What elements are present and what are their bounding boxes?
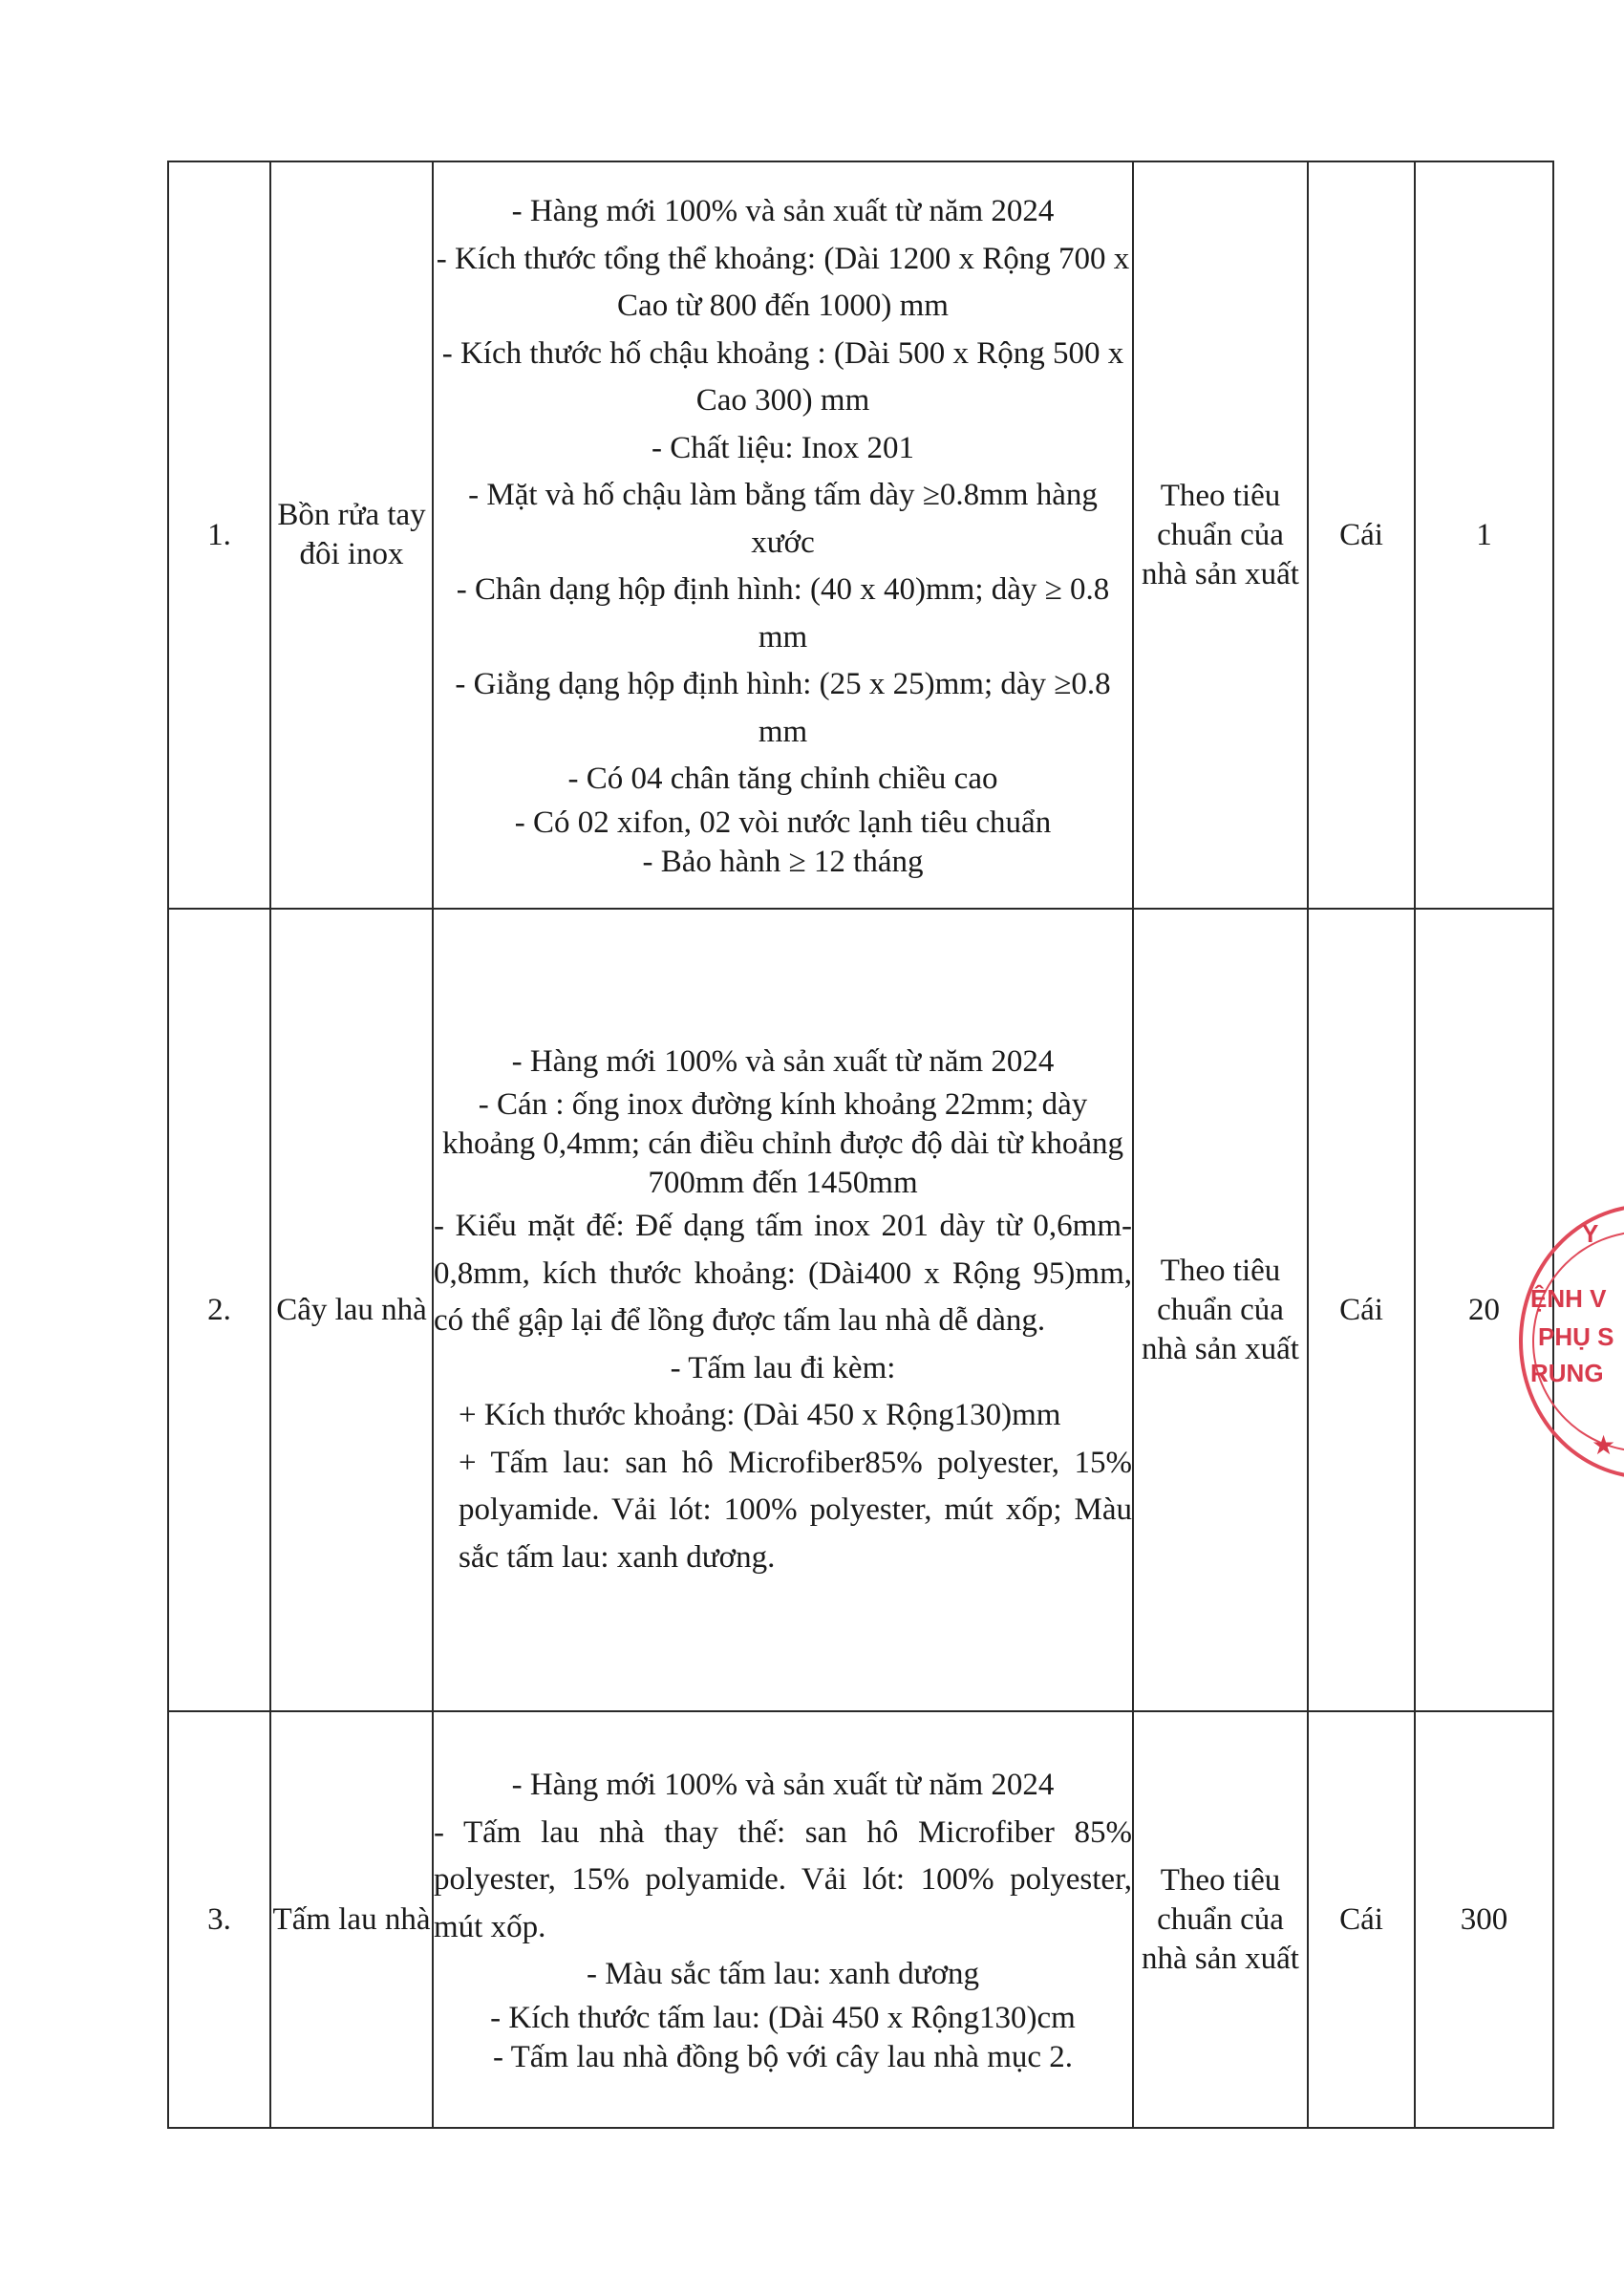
spec-line: - Giằng dạng hộp định hình: (25 x 25)mm; dày ≥0.8 mm [455, 667, 1111, 749]
item-quantity: 20 [1415, 909, 1553, 1711]
stamp-text: ỆNH V [1530, 1284, 1607, 1313]
item-spec [433, 909, 1133, 1711]
spec-line: - Hàng mới 100% và sản xuất từ năm 2024 [511, 1768, 1055, 1803]
spec-line: - Tấm lau nhà thay thế: san hô Microfiber 85% polyester, 15% polyamide. Vải lót: 100% polyester, mút xốp. [434, 1814, 1132, 1944]
table-row [168, 1711, 1553, 2128]
spec-line: - Tấm lau nhà đồng bộ với cây lau nhà mục 2. [492, 2039, 1074, 2074]
table-row [168, 161, 1553, 909]
item-unit: Cái [1308, 909, 1415, 1711]
stamp-text: Y [1582, 1219, 1599, 1248]
spec-line: - Kích thước tấm lau: (Dài 450 x Rộng130)cm [490, 2000, 1076, 2035]
spec-line: + Kích thước khoảng: (Dài 450 x Rộng130)mm [459, 1398, 1061, 1433]
item-standard: Theo tiêu chuẩn của nhà sản xuất [1133, 1711, 1308, 2128]
item-spec [433, 1711, 1133, 2128]
spec-line: - Mặt và hố chậu làm bằng tấm dày ≥0.8mm hàng xước [468, 478, 1098, 560]
spec-line: - Chất liệu: Inox 201 [652, 430, 914, 465]
item-name: Bồn rửa tay đôi inox [270, 161, 433, 909]
spec-line: - Kích thước tổng thể khoảng: (Dài 1200 x Rộng 700 x Cao từ 800 đến 1000) mm [436, 241, 1130, 324]
item-name: Cây lau nhà [270, 909, 433, 1711]
table-row [168, 909, 1553, 1711]
spec-line: - Kích thước hố chậu khoảng : (Dài 500 x Rộng 500 x Cao 300) mm [441, 335, 1124, 419]
spec-line: - Bảo hành ≥ 12 tháng [642, 844, 924, 879]
stamp-text: PHỤ S [1538, 1322, 1614, 1351]
spec-line: - Hàng mới 100% và sản xuất từ năm 2024 [511, 1043, 1055, 1079]
official-stamp [1509, 1194, 1624, 1481]
spec-line: - Tấm lau đi kèm: [670, 1350, 896, 1385]
spec-line: - Hàng mới 100% và sản xuất từ năm 2024 [511, 194, 1055, 229]
item-name: Tấm lau nhà [270, 1711, 433, 2128]
spec-table [167, 161, 1554, 2129]
row-number: 1. [168, 161, 270, 909]
item-unit: Cái [1308, 1711, 1415, 2128]
spec-line: - Chân dạng hộp định hình: (40 x 40)mm; dày ≥ 0.8 mm [456, 572, 1110, 655]
row-number: 2. [168, 909, 270, 1711]
spec-line: - Kiểu mặt đế: Đế dạng tấm inox 201 dày từ 0,6mm-0,8mm, kích thước khoảng: (Dài400 x Rộng 95)mm, có thể gập lại để lồng được tấm lau nhà dễ dàng. [434, 1209, 1132, 1339]
star-icon: ★ [1592, 1431, 1616, 1461]
item-unit: Cái [1308, 161, 1415, 909]
spec-line: - Cán : ống inox đường kính khoảng 22mm; dày khoảng 0,4mm; cán điều chỉnh được độ dài từ khoảng 700mm đến 1450mm [441, 1087, 1124, 1201]
spec-line: - Có 04 chân tăng chỉnh chiều cao [567, 762, 998, 797]
spec-line: - Có 02 xifon, 02 vòi nước lạnh tiêu chuẩn [514, 805, 1052, 840]
item-standard: Theo tiêu chuẩn của nhà sản xuất [1133, 909, 1308, 1711]
item-spec [433, 161, 1133, 909]
stamp-text: RUNG [1530, 1359, 1604, 1387]
row-number: 3. [168, 1711, 270, 2128]
item-quantity: 300 [1415, 1711, 1553, 2128]
item-quantity: 1 [1415, 161, 1553, 909]
spec-line: + Tấm lau: san hô Microfiber85% polyester, 15% polyamide. Vải lót: 100% polyester, mút xốp; Màu sắc tấm lau: xanh dương. [459, 1445, 1132, 1575]
spec-line: - Màu sắc tấm lau: xanh dương [586, 1957, 980, 1992]
item-standard: Theo tiêu chuẩn của nhà sản xuất [1133, 161, 1308, 909]
